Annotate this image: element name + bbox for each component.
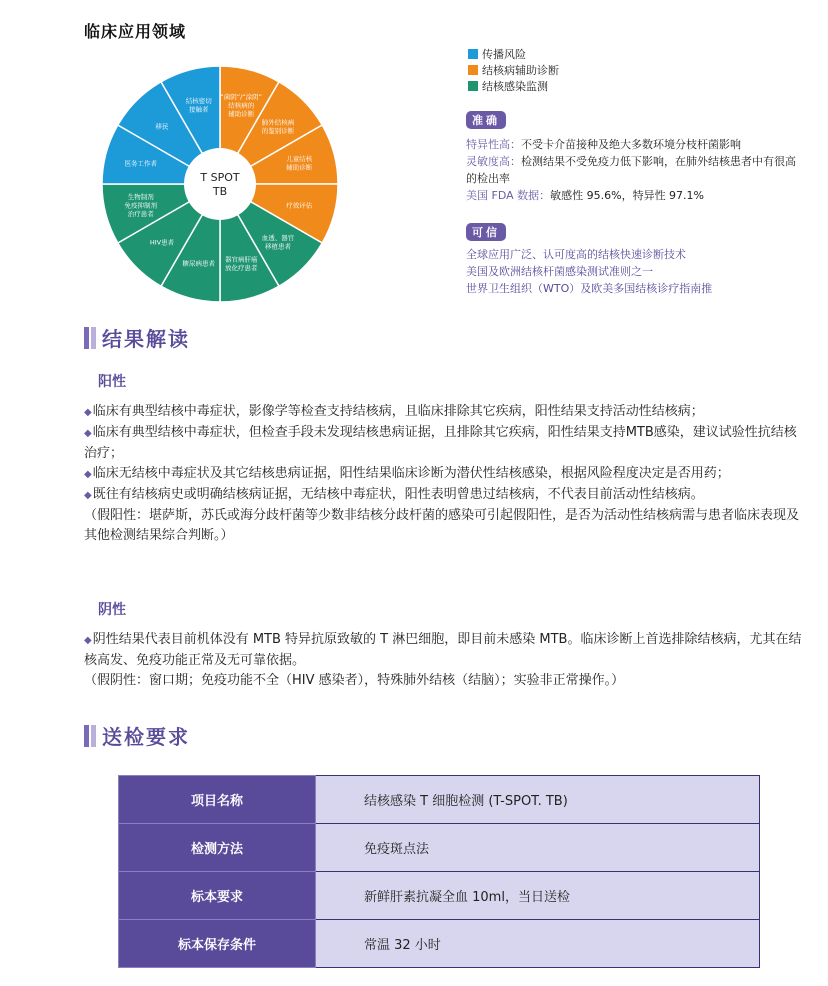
row-key: 项目名称 (119, 776, 316, 824)
wheel-segment-label: 结核密切接触者 (185, 97, 212, 114)
row-key: 标本保存条件 (119, 920, 316, 968)
list-item-text: 临床有典型结核中毒症状，影像学等检查支持结核病，且临床排除其它疾病，阳性结果支持活动性结核病； (92, 404, 704, 419)
wheel-center-label: T SPOT TB (200, 171, 240, 198)
diamond-bullet-icon: ◆ (84, 407, 92, 418)
reliable-line: 世界卫生组织（WTO）及欧美多国结核诊疗指南推 (466, 282, 713, 295)
positive-interpretation (84, 402, 804, 546)
wheel-segment-label: “菌阴”/“涂阴”结核病的辅助诊断 (220, 92, 263, 118)
legend-label: 结核病辅助诊断 (482, 64, 559, 77)
legend-swatch (468, 65, 478, 75)
wheel-segment-label: 糖尿病患者 (182, 259, 216, 268)
diamond-bullet-icon: ◆ (84, 635, 92, 646)
negative-title: 阴性 (98, 602, 126, 618)
reliable-line: 美国及欧洲结核杆菌感染测试准则之一 (466, 265, 653, 278)
false-positive-note: （假阳性：堪萨斯，苏氏或海分歧杆菌等少数非结核分歧杆菌的感染可引起假阳性，是否为活动性结核病需与患者临床表现及其他检测结果综合判断。） (84, 508, 800, 543)
sensitivity-line (466, 153, 796, 187)
line-text: 检测结果不受免疫力低下影响，在肺外结核患者中有很高的检出率 (466, 155, 796, 185)
legend-item-auxiliary-diagnosis (468, 62, 559, 78)
line-text: 不受卡介苗接种及绝大多数环境分枝杆菌影响 (521, 138, 741, 151)
legend-swatch (468, 49, 478, 59)
accuracy-description (466, 136, 796, 204)
section-marker (91, 327, 96, 349)
specificity-line (466, 136, 796, 153)
legend-item-infection-monitoring (468, 78, 559, 94)
wheel-center (184, 148, 256, 220)
results-section-header (84, 323, 190, 352)
wheel-segment-label: 血透、器官移植患者 (261, 234, 295, 251)
list-item (84, 423, 804, 464)
wheel-segment-label: 儿童结核辅助诊断 (286, 155, 313, 172)
row-key: 检测方法 (119, 824, 316, 872)
line-key: 灵敏度高： (466, 155, 521, 168)
fda-data-line (466, 187, 796, 204)
list-item (84, 485, 804, 506)
legend-swatch (468, 81, 478, 91)
reliable-line: 全球应用广泛、认可度高的结核快速诊断技术 (466, 248, 686, 261)
wheel-segment-label: HIV患者 (149, 238, 175, 247)
section-marker (84, 327, 89, 349)
negative-interpretation (84, 630, 804, 691)
list-item-text: 临床无结核中毒症状及其它结核患病证据，阳性结果临床诊断为潜伏性结核感染，根据风险程度决定是否用药； (92, 466, 730, 481)
positive-title: 阳性 (98, 374, 126, 390)
line-key: 美国 FDA 数据： (466, 189, 551, 202)
wheel-segment-label: 生物制剂免疫抑制剂治疗患者 (124, 193, 158, 219)
wheel-segment-label: 疗效评估 (286, 201, 313, 210)
wheel-segment-label: 医务工作者 (124, 159, 158, 168)
list-item (84, 402, 804, 423)
table-row (119, 776, 760, 824)
list-item-text: 既往有结核病史或明确结核病证据，无结核中毒症状，阳性表明曾患过结核病，不代表目前活动性结核病。 (92, 487, 704, 502)
section-title: 送检要求 (102, 725, 190, 749)
legend-label: 传播风险 (482, 48, 526, 61)
section-marker (91, 725, 96, 747)
clinical-applications-title: 临床应用领域 (84, 22, 187, 41)
diamond-bullet-icon: ◆ (84, 428, 92, 439)
list-item-text: 阴性结果代表目前机体没有 MTB 特异抗原致敏的 T 淋巴细胞，即目前未感染 MTB。临床诊断上首选排除结核病，尤其在结核高发、免疫功能正常及无可靠依据。 (84, 632, 802, 668)
reliable-badge: 可信 (466, 223, 506, 241)
line-text: 敏感性 95.6%，特异性 97.1% (550, 189, 705, 202)
legend-item-transmission-risk (468, 46, 559, 62)
wheel-legend (468, 46, 559, 94)
row-value: 免疫斑点法 (316, 824, 760, 872)
table-row (119, 920, 760, 968)
wheel-segment-label: 器官病肝癌放化疗患者 (224, 255, 258, 272)
sampling-section-header (84, 721, 190, 750)
wheel-segment-label: 肺外结核病的鉴别诊断 (261, 118, 295, 135)
sampling-requirements-table (118, 775, 760, 968)
table-row (119, 872, 760, 920)
row-value: 新鲜肝素抗凝全血 10ml，当日送检 (316, 872, 760, 920)
row-key: 标本要求 (119, 872, 316, 920)
false-negative-note: （假阴性：窗口期；免疫功能不全（HIV 感染者），特殊肺外结核（结脑）；实验非正常操作。） (84, 673, 625, 688)
wheel-segment-label: 移民 (155, 122, 169, 131)
list-item-text: 临床有典型结核中毒症状，但检查手段未发现结核患病证据，且排除其它疾病，阳性结果支持MTB感染，建议试验性抗结核治疗； (84, 425, 797, 461)
reliability-description (466, 246, 796, 297)
legend-label: 结核感染监测 (482, 80, 548, 93)
diamond-bullet-icon: ◆ (84, 469, 92, 480)
list-item (84, 630, 804, 671)
row-value: 常温 32 小时 (316, 920, 760, 968)
accurate-badge: 准确 (466, 111, 506, 129)
table-row (119, 824, 760, 872)
list-item (84, 464, 804, 485)
row-value: 结核感染 T 细胞检测 (T-SPOT. TB) (316, 776, 760, 824)
diamond-bullet-icon: ◆ (84, 490, 92, 501)
section-marker (84, 725, 89, 747)
application-wheel (100, 64, 340, 304)
section-title: 结果解读 (102, 327, 190, 351)
line-key: 特异性高： (466, 138, 521, 151)
